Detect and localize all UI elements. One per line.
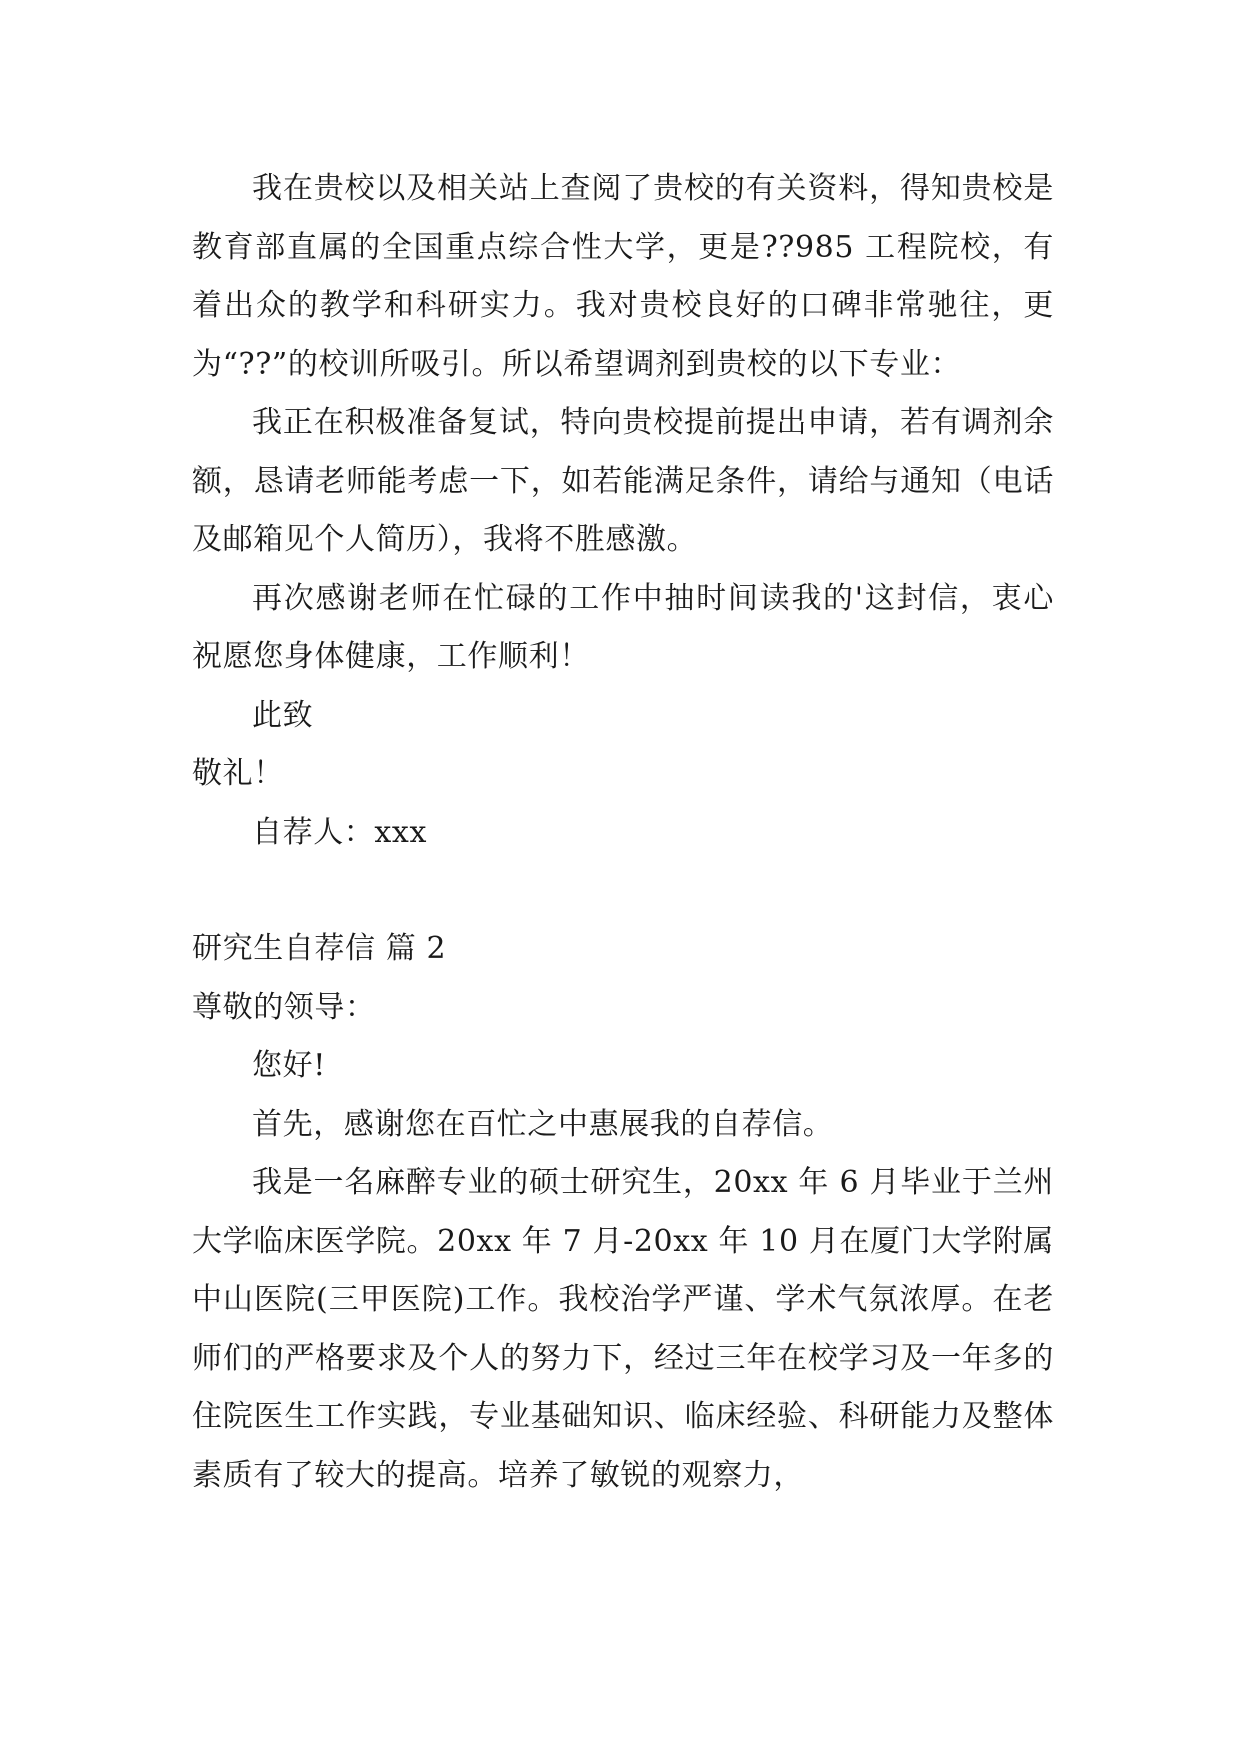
paragraph-school-info: 我在贵校以及相关站上查阅了贵校的有关资料，得知贵校是教育部直属的全国重点综合性大学，更是??985 工程院校，有着出众的教学和科研实力。我对贵校良好的口碑非常驰往，更为“??”的校训所吸引。所以希望调剂到贵校的以下专业： (192, 171, 1054, 382)
paragraph-opening: 首先，感谢您在百忙之中惠展我的自荐信。 (252, 1106, 834, 1142)
closing-line: 此致 (252, 697, 314, 733)
section-gap (192, 862, 1054, 920)
paragraph-background: 我是一名麻醉专业的硕士研究生，20xx 年 6 月毕业于兰州大学临床医学院。20xx 年 7 月-20xx 年 10 月在厦门大学附属中山医院(三甲医院)工作。我校治学严谨、学术气氛浓厚。在老师们的严格要求及个人的努力下，经过三年在校学习及一年多的住院医生工作实践，专业基础知识、临床经验、科研能力及整体素质有了较大的提高。培养了敏锐的观察力， (192, 1165, 1054, 1493)
greeting-recipient: 尊敬的领导： (192, 989, 376, 1025)
paragraph-application: 我正在积极准备复试，特向贵校提前提出申请，若有调剂余额，恳请老师能考虑一下，如若能满足条件，请给与通知（电话及邮箱见个人简历），我将不胜感激。 (192, 405, 1054, 557)
salute-line: 敬礼！ (192, 756, 284, 791)
section-title: 研究生自荐信 篇 2 (192, 931, 447, 966)
document-body (192, 160, 1054, 1505)
greeting-hello: 您好! (252, 1048, 326, 1083)
signature-line: 自荐人：xxx (252, 814, 427, 850)
paragraph-thanks: 再次感谢老师在忙碌的工作中抽时间读我的'这封信，衷心祝愿您身体健康，工作顺利！ (192, 580, 1054, 674)
